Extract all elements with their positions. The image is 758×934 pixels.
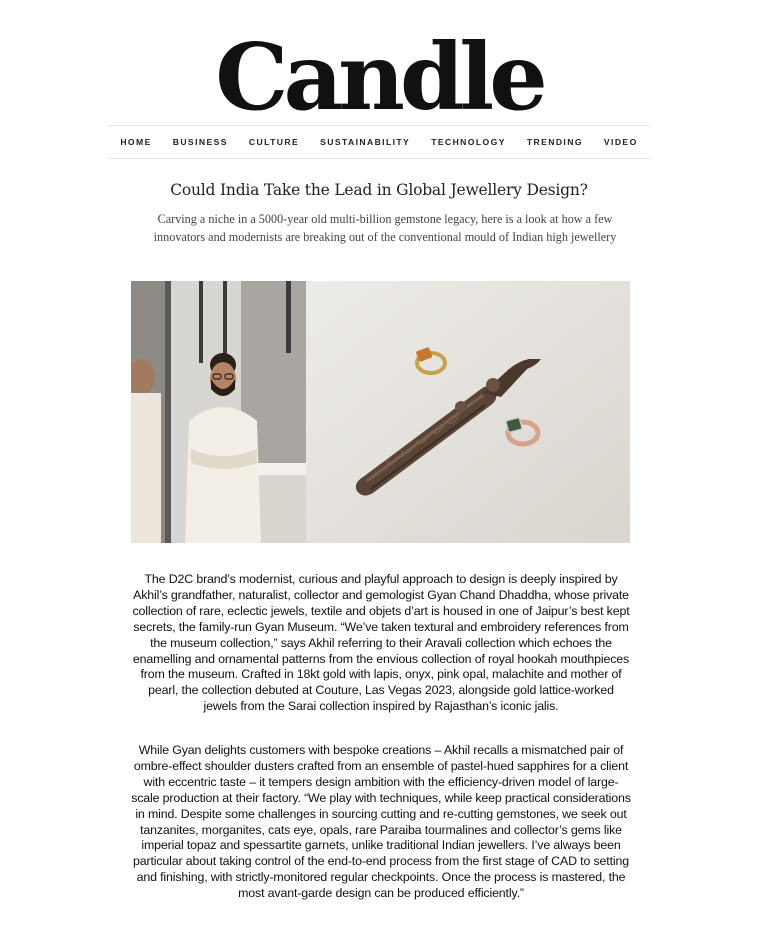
hero-image-illustration — [131, 281, 630, 543]
article-paragraph: The D2C brand’s modernist, curious and playful approach to design is deeply inspired by Akhil’s grandfather, naturalist, collector and gemologist Gyan Chand Dhaddha, whose private collection of rare, eclectic jewels, textile and objets d’art is housed in one of Jaipur’s best kept secrets, the family-run Gyan Museum. “We’ve taken textural and embroidery references from the museum collection,” says Akhil referring to their Aravali collection which echoes the enamelling and ornamental patterns from the envious collection of royal hookah mouthpieces from the museum. Crafted in 18kt gold with lapis, onyx, pink opal, malachite and mother of pearl, the collection debuted at Couture, Las Vegas 2023, alongside gold lattice-worked jewels from the Sarai collection inspired by Rajasthan’s iconic jalis. — [132, 572, 630, 714]
article-headline: Could India Take the Lead in Global Jewellery Design? — [170, 181, 588, 199]
site-logo[interactable]: Candle — [215, 23, 543, 131]
article-paragraph: While Gyan delights customers with bespoke creations – Akhil recalls a mismatched pair of ombre-effect shoulder dusters crafted from an ensemble of pastel-hued sapphires for a client with eccentric taste – it tempers design ambition with the efficiency-driven model of large-scale production at their factory. “We play with techniques, while keep practical considerations in mind. Despite some challenges in sourcing cutting and re-cutting gemstones, we seek out tanzanites, morganites, cats eye, opals, rare Paraiba tourmalines and collector’s gems like imperial topaz and spessartite garnets, unlike traditional Indian jewellers. I’ve always been particular about taking control of the end-to-end process from the first stage of CAD to setting and finishing, with strictly-monitored regular checkpoints. Once the process is mastered, the most avant-garde design can be produced efficiently.” — [131, 743, 631, 901]
article-standfirst: Carving a niche in a 5000-year old multi-billion gemstone legacy, here is a look at how a few innovators and modernists are breaking out of the conventional mould of Indian high jewellery — [153, 212, 617, 244]
hero-image — [131, 281, 630, 543]
nav-item-culture[interactable]: CULTURE — [248, 137, 300, 147]
nav-item-sustainability[interactable]: SUSTAINABILITY — [320, 137, 411, 147]
nav-item-video[interactable]: VIDEO — [603, 137, 638, 147]
nav-item-technology[interactable]: TECHNOLOGY — [431, 137, 506, 147]
nav-item-business[interactable]: BUSINESS — [172, 137, 228, 147]
nav-item-trending[interactable]: TRENDING — [526, 137, 583, 147]
nav-item-home[interactable]: HOME — [120, 137, 152, 147]
main-navigation — [108, 125, 650, 159]
